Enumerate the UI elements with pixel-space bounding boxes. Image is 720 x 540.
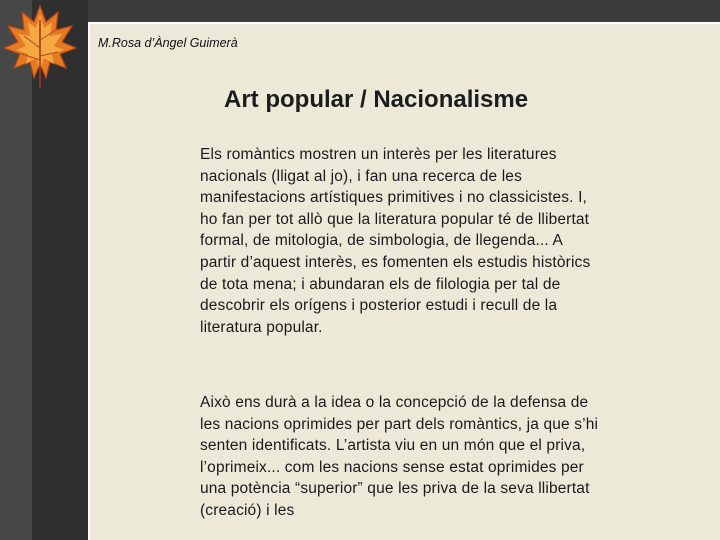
slide-title: Art popular / Nacionalisme [224, 86, 529, 113]
author-label: M.Rosa d’Àngel Guimerà [98, 36, 238, 50]
dark-decorative-strip [32, 0, 88, 540]
left-decorative-band [0, 0, 32, 540]
slide-panel [88, 22, 720, 540]
body-paragraph-2: Això ens durà a la idea o la concepció de la defensa de les nacions oprimides per part dels romàntics, ja que s’hi senten identificats. L’artista viu en un món que el priva, l’oprimeix... com les nacions sense estat oprimides per una potència “superior” que les priva de la seva llibertat (creació) i les [200, 394, 599, 519]
body-paragraph-1: Els romàntics mostren un interès per les literatures nacionals (lligat al jo), i fan una recerca de les manifestacions artístiques primitives i no classicistes. I, ho fan per tot allò que la literatura popular té de llibertat formal, de mitologia, de simbologia, de llegenda... A partir d’aquest interès, es fomenten els estudis històrics de tota mena; i abundaran els de filologia per tal de descobrir els orígens i posterior estudi i recull de la literatura popular. [200, 146, 591, 336]
